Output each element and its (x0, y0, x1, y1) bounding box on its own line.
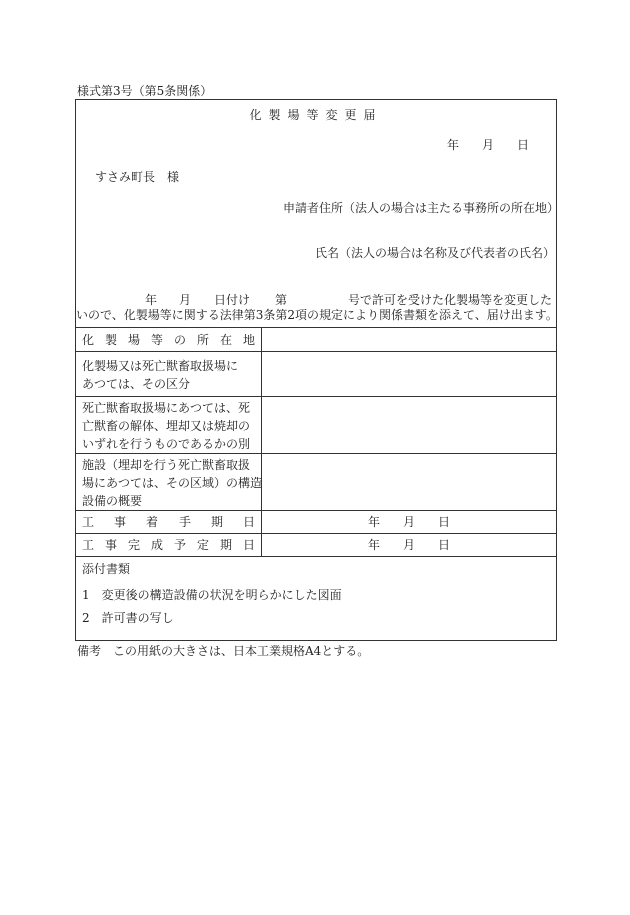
permit-date-month: 月 (179, 293, 192, 307)
statement-line-2: いので、化製場等に関する法律第3条第2項の規定により関係書類を添えて、届け出ます。 (76, 308, 558, 322)
remarks-note: 備考 この用紙の大きさは、日本工業規格A4とする。 (77, 644, 370, 658)
attachments-title: 添付書類 (82, 562, 131, 576)
row-divider (76, 351, 556, 352)
form-title: 化製場等変更届 (249, 108, 383, 122)
attachment-item: 1 変更後の構造設備の状況を明らかにした図面 (82, 588, 342, 602)
permit-date-year: 年 (145, 293, 158, 307)
attachment-item: 2 許可書の写し (82, 611, 174, 625)
notification-form: 化製場等変更届 年 月 日 すさみ町長 様 申請者住所（法人の場合は主たる事務所の所在地） 氏名（法人の場合は名称及び代表者の氏名） 年 月 日付け 第 号で許可を受けた化製場等を変更した いので、化製場等に関する法律第3条第2項の規定により関係書類を添えて、届け出ます。 化 製 場 等 の 所 在 地 化製場又は死亡獣畜取扱場に あつては、その区分 死亡獣畜取扱場にあつては、死 亡獣畜の解体、埋却又は焼却の いずれを行うものであるかの別 施設（埋却を行う死亡獣畜取扱 場にあつては、その区域）の構造 設備の概要 工 事 着 手 期 日 年 月 日 工 事 完 成 予 定 期 日 年 月 日 添付書類 1 変更後の構造設備の状況を明らかにした図面 2 許可書の写し (75, 99, 557, 641)
facility-overview-label: 施設（埋却を行う死亡獣畜取扱 場にあつては、その区域）の構造 設備の概要 (82, 458, 263, 508)
permit-date-dated: 日付け (214, 293, 251, 307)
applicant-name-label: 氏名（法人の場合は名称及び代表者の氏名） (315, 246, 556, 260)
applicant-address-label: 申請者住所（法人の場合は主たる事務所の所在地） (283, 201, 560, 215)
submission-date-day: 日 (517, 138, 530, 152)
submission-date-month: 月 (482, 138, 495, 152)
form-number-label: 様式第3号（第5条関係） (77, 84, 213, 98)
row-divider (76, 533, 556, 534)
table-top-border (76, 327, 556, 328)
addressee: すさみ町長 様 (95, 170, 180, 184)
row-divider (76, 556, 556, 557)
submission-date-year: 年 (447, 138, 460, 152)
column-divider (261, 327, 262, 556)
row-divider (76, 396, 556, 397)
category-label: 化製場又は死亡獣畜取扱場に あつては、その区分 (82, 359, 239, 391)
disposal-method-label: 死亡獣畜取扱場にあつては、死 亡獣畜の解体、埋却又は焼却の いずれを行うものであるかの別 (82, 401, 251, 451)
permit-number-prefix: 第 (275, 293, 288, 307)
statement-line-1-text: 号で許可を受けた化製場等を変更した (348, 293, 553, 307)
